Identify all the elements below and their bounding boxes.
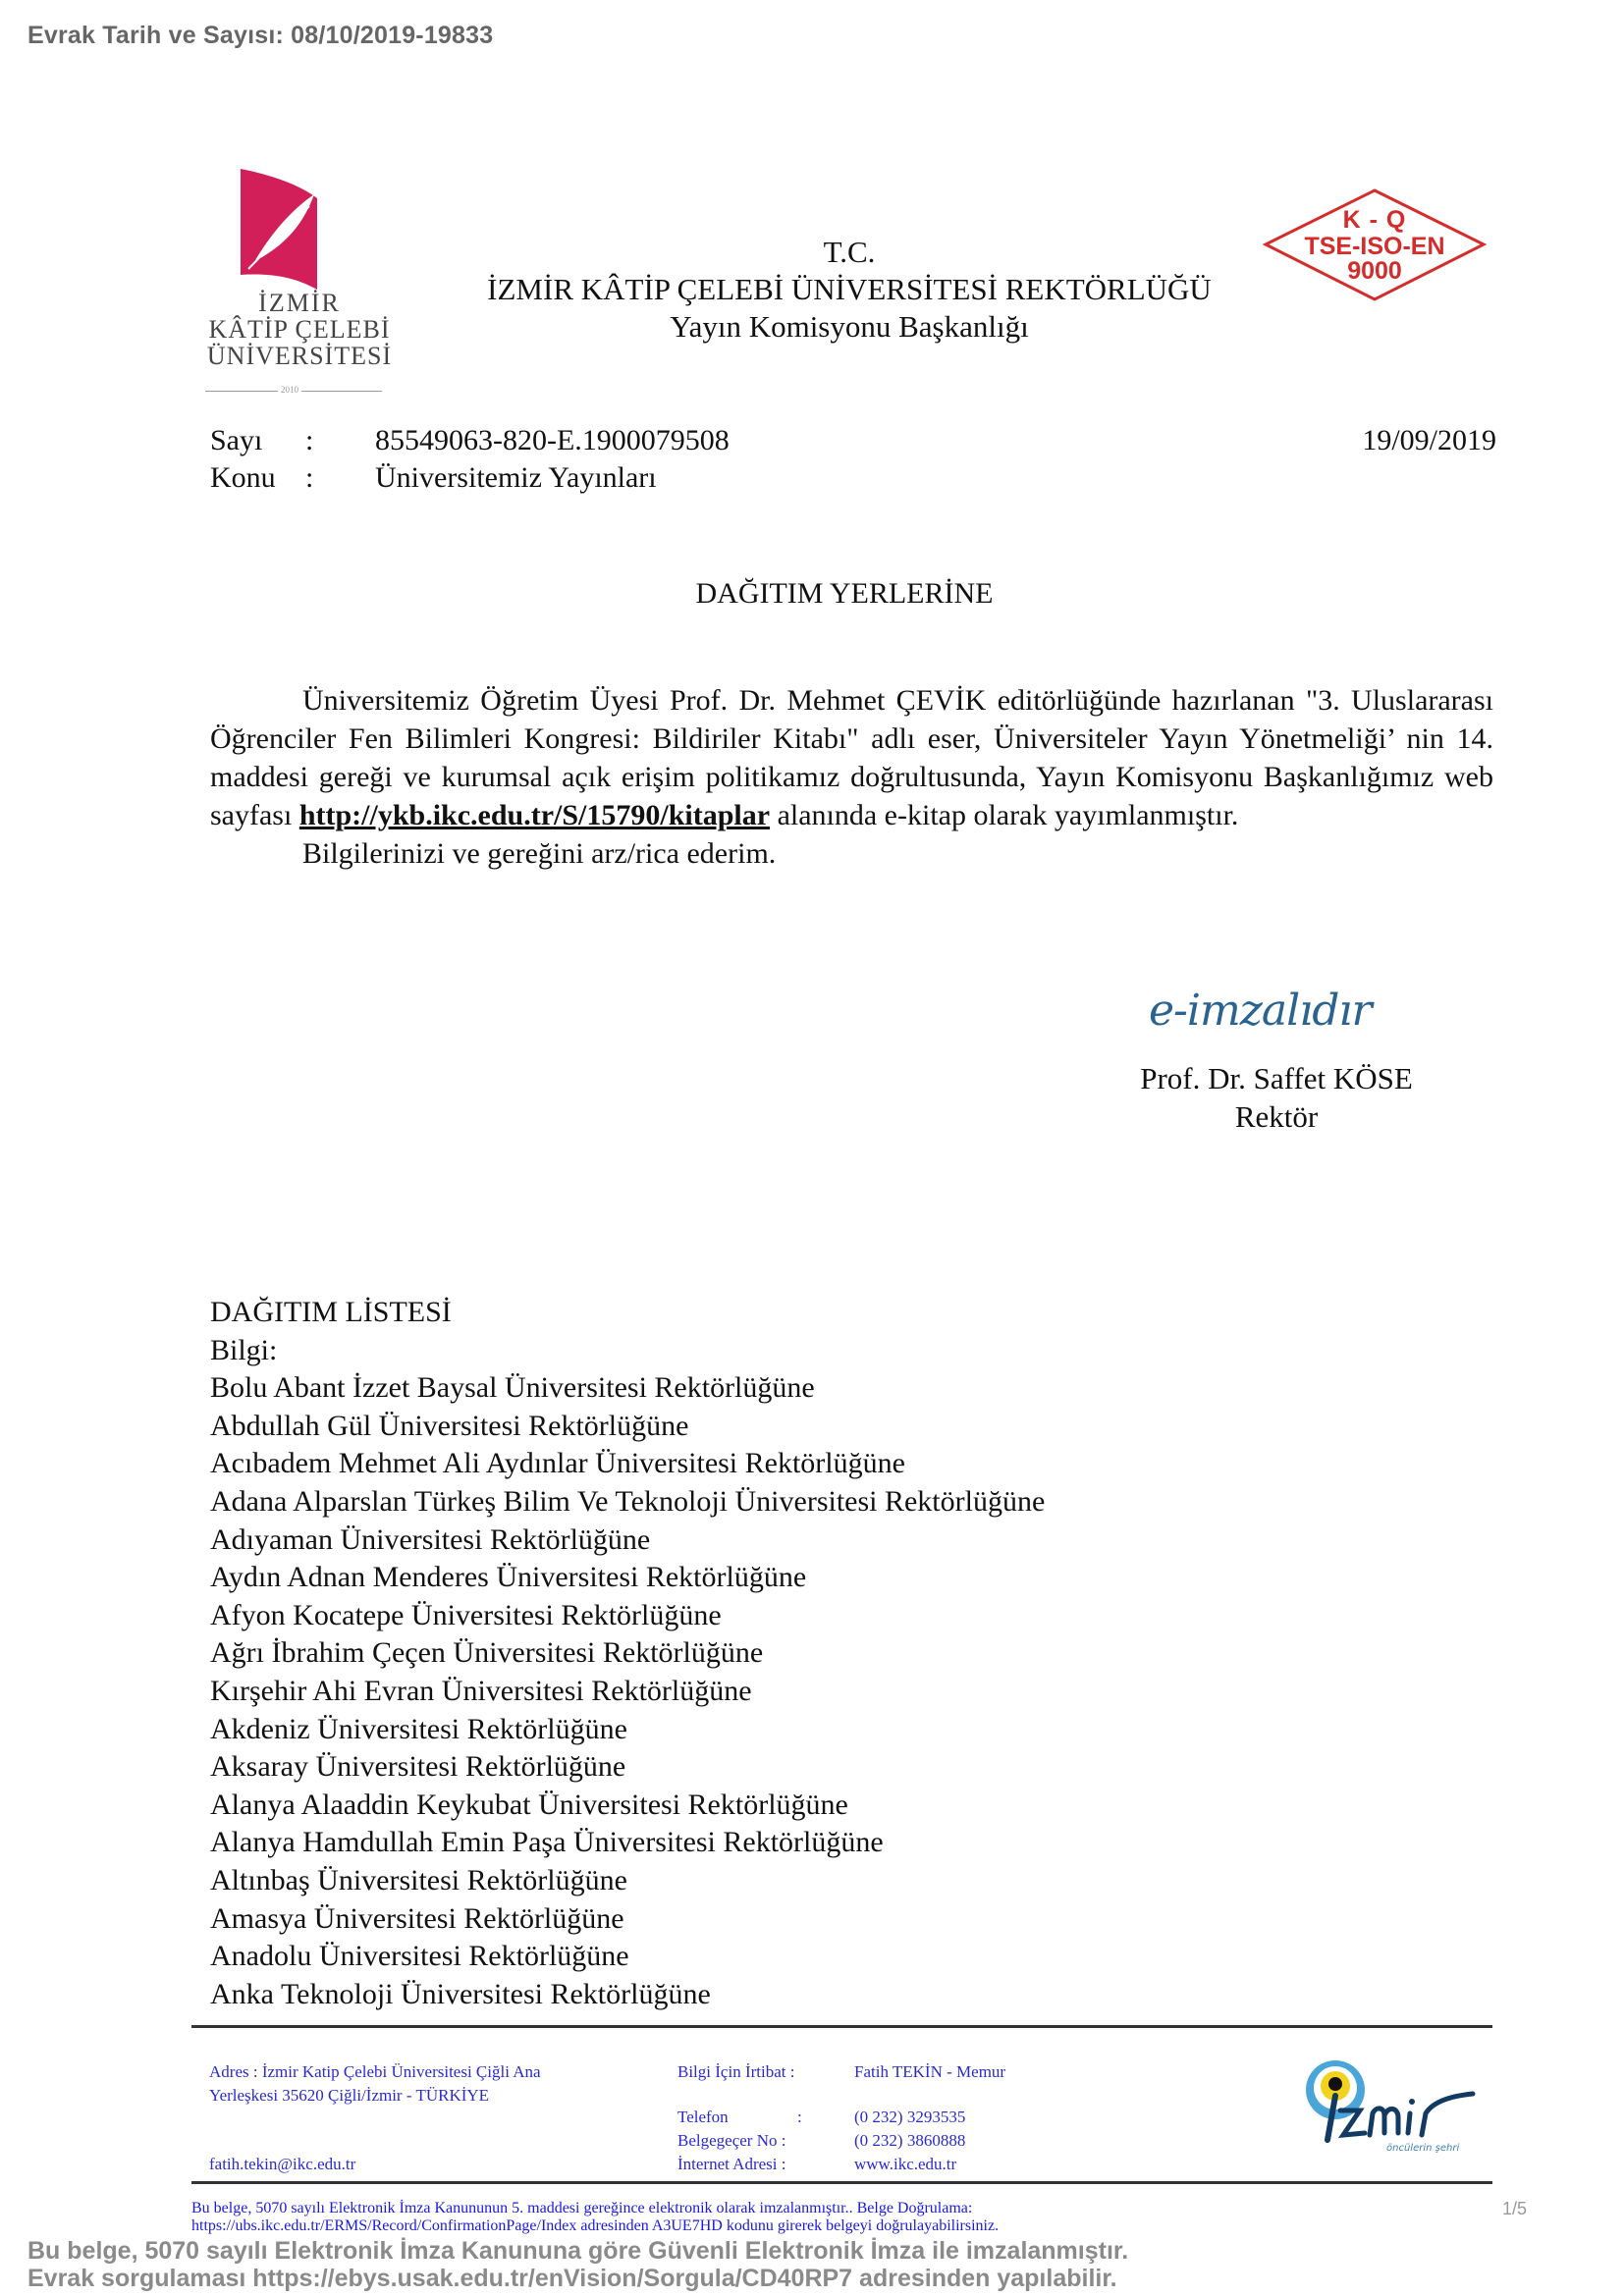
letterhead xyxy=(432,234,1267,346)
header-tc: T.C. xyxy=(823,235,876,269)
list-item: Aksaray Üniversitesi Rektörlüğüne xyxy=(210,1750,626,1784)
logo-text-katip-celebi: KÂTİP ÇELEBİ xyxy=(208,315,391,344)
logo-year: 2010 xyxy=(278,385,301,395)
list-item: Anka Teknoloji Üniversitesi Rektörlüğüne xyxy=(210,1977,711,2010)
list-item: Ağrı İbrahim Çeçen Üniversitesi Rektörlüğüne xyxy=(210,1636,764,1670)
footer-address-line-1: Adres : İzmir Katip Çelebi Üniversitesi Çiğli Ana xyxy=(209,2062,541,2081)
list-item: Anadolu Üniversitesi Rektörlüğüne xyxy=(210,1940,629,1973)
footer-web-value[interactable]: www.ikc.edu.tr xyxy=(854,2155,957,2173)
list-item: Afyon Kocatepe Üniversitesi Rektörlüğüne xyxy=(210,1598,722,1631)
quality-certification-badge xyxy=(1262,188,1488,301)
footer-bottom-divider xyxy=(191,2181,1492,2184)
list-item: Adıyaman Üniversitesi Rektörlüğüne xyxy=(210,1522,651,1556)
e-signature-mark: e-imzalıdır xyxy=(1149,986,1372,1036)
verification-line-2[interactable]: https://ubs.ikc.edu.tr/ERMS/Record/ConfirmationPage/Index adresinden A3UE7HD kodunu girerek belgeyi doğrulayabilirsiniz. xyxy=(191,2217,1000,2234)
konu-value: Üniversitemiz Yayınları xyxy=(375,461,657,494)
konu-colon: : xyxy=(305,461,314,494)
footer-address-line-2: Yerleşkesi 35620 Çiğli/İzmir - TÜRKİYE xyxy=(209,2086,490,2105)
distribution-list xyxy=(210,1294,1045,2013)
footer-phone-colon: : xyxy=(797,2108,802,2126)
footer-contact-label: Bilgi İçin İrtibat : xyxy=(677,2062,795,2081)
izmir-slogan: öncülerin şehri xyxy=(1386,2143,1460,2154)
footer-email[interactable]: fatih.tekin@ikc.edu.tr xyxy=(209,2155,356,2173)
list-item: Abdullah Gül Üniversitesi Rektörlüğüne xyxy=(210,1409,689,1442)
e-signature-stamp-line-2: Evrak sorgulaması https://ebys.usak.edu.tr/enVision/Sorgula/CD40RP7 adresinden yapılabilir. xyxy=(27,2265,1117,2292)
e-signature-stamp-line-1: Bu belge, 5070 sayılı Elektronik İmza Kanununa göre Güvenli Elektronik İmza ile imzalanmıştır. xyxy=(27,2237,1129,2265)
document-date-number-stamp: Evrak Tarih ve Sayısı: 08/10/2019-19833 xyxy=(27,22,494,49)
header-department: Yayın Komisyonu Başkanlığı xyxy=(670,309,1029,344)
footer-web-label: İnternet Adresi : xyxy=(677,2155,786,2173)
list-item: Adana Alparslan Türkeş Bilim Ve Teknoloji Üniversitesi Rektörlüğüne xyxy=(210,1484,1046,1518)
list-item: Aydın Adnan Menderes Üniversitesi Rektörlüğüne xyxy=(210,1561,807,1594)
list-item: Alanya Alaaddin Keykubat Üniversitesi Rektörlüğüne xyxy=(210,1788,848,1821)
list-item: Akdeniz Üniversitesi Rektörlüğüne xyxy=(210,1712,627,1745)
izmir-city-logo xyxy=(1296,2056,1492,2164)
list-item: Acıbadem Mehmet Ali Aydınlar Üniversitesi Rektörlüğüne xyxy=(210,1447,905,1480)
badge-standard: TSE-ISO-EN xyxy=(1304,233,1445,260)
body-text-before-link: Üniversitemiz Öğretim Üyesi Prof. Dr. Mehmet ÇEVİK editörlüğünde hazırlanan "3. Uluslararası Öğrenciler Fen Bilimleri Kongresi: Bildiriler Kitabı" adlı eser, Üniversiteler Yayın Yönetmeliği’ nin 14. maddesi gereği ve kurumsal açık erişim politikamız doğrultusunda, Yayın Komisyonu Başkanlığımız web sayfası xyxy=(210,684,1493,831)
badge-number: 9000 xyxy=(1347,257,1402,285)
distribution-title: DAĞITIM LİSTESİ xyxy=(210,1296,452,1328)
logo-text-universitesi: ÜNİVERSİTESİ xyxy=(206,342,393,370)
signer-title: Rektör xyxy=(1234,1099,1319,1134)
list-item: Bolu Abant İzzet Baysal Üniversitesi Rektörlüğüne xyxy=(210,1371,815,1405)
university-logo xyxy=(201,167,398,402)
footer-contact-value: Fatih TEKİN - Memur xyxy=(854,2062,1006,2081)
list-item: Kırşehir Ahi Evran Üniversitesi Rektörlüğüne xyxy=(210,1674,752,1707)
document-date: 19/09/2019 xyxy=(1362,424,1496,456)
body-paragraph-1 xyxy=(210,681,1493,834)
page-number: 1/5 xyxy=(1502,2199,1528,2218)
sayi-label: Sayı xyxy=(210,424,263,456)
footer-phone-value: (0 232) 3293535 xyxy=(854,2108,966,2126)
distribution-subtitle: Bilgi: xyxy=(210,1333,278,1366)
publication-link[interactable]: http://ykb.ikc.edu.tr/S/15790/kitaplar xyxy=(298,799,771,831)
header-institution: İZMİR KÂTİP ÇELEBİ ÜNİVERSİTESİ REKTÖRLÜĞÜ xyxy=(487,272,1212,306)
letter-body xyxy=(210,681,1493,873)
list-item: Alanya Hamdullah Emin Paşa Üniversitesi Rektörlüğüne xyxy=(210,1826,884,1859)
list-item: Amasya Üniversitesi Rektörlüğüne xyxy=(210,1901,624,1935)
konu-label: Konu xyxy=(210,461,276,494)
signer-name: Prof. Dr. Saffet KÖSE xyxy=(1140,1061,1413,1095)
addressee: DAĞITIM YERLERİNE xyxy=(695,577,994,610)
body-paragraph-2: Bilgilerinizi ve gereğini arz/rica ederim. xyxy=(302,837,777,870)
footer-phone-label: Telefon xyxy=(677,2108,729,2126)
sayi-value: 85549063-820-E.1900079508 xyxy=(375,424,730,456)
body-text-after-link: alanında e-kitap olarak yayımlanmıştır. xyxy=(770,799,1239,831)
badge-kq: K - Q xyxy=(1342,206,1407,234)
quill-emblem-icon xyxy=(201,167,398,294)
logo-text-izmir: İZMİR xyxy=(258,289,341,317)
verification-line-1: Bu belge, 5070 sayılı Elektronik İmza Kanununun 5. maddesi gereğince elektronik olarak imzalanmıştır.. Belge Doğrulama: xyxy=(191,2200,973,2216)
footer-top-divider xyxy=(191,2025,1492,2028)
footer-fax-value: (0 232) 3860888 xyxy=(854,2131,966,2150)
sayi-colon: : xyxy=(305,424,314,456)
footer-fax-label: Belgegeçer No : xyxy=(677,2131,786,2150)
list-item: Altınbaş Üniversitesi Rektörlüğüne xyxy=(210,1863,627,1896)
